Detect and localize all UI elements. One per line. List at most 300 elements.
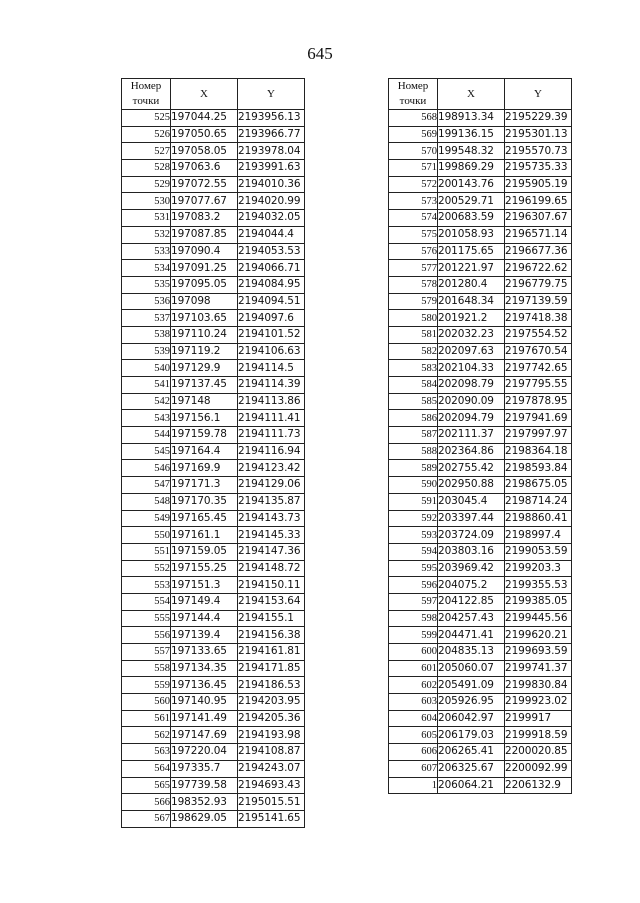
y-coordinate-cell: 2194094.51 — [238, 293, 305, 310]
table-row — [389, 310, 572, 327]
point-number-cell: 603 — [389, 694, 438, 711]
y-coordinate-cell: 2198675.05 — [505, 477, 572, 494]
y-coordinate-cell: 2194111.41 — [238, 410, 305, 427]
x-coordinate-cell: 206325.67 — [438, 760, 505, 777]
point-number-cell: 585 — [389, 393, 438, 410]
y-coordinate-cell: 2194150.11 — [238, 577, 305, 594]
point-number-cell: 534 — [122, 260, 171, 277]
x-coordinate-cell: 202097.63 — [438, 343, 505, 360]
point-number-cell: 606 — [389, 744, 438, 761]
table-row — [389, 744, 572, 761]
x-coordinate-cell: 206064.21 — [438, 777, 505, 794]
x-coordinate-cell: 197149.4 — [171, 593, 238, 610]
y-coordinate-cell: 2194129.06 — [238, 477, 305, 494]
y-coordinate-cell: 2196307.67 — [505, 210, 572, 227]
x-coordinate-cell: 197063.6 — [171, 160, 238, 177]
y-coordinate-cell: 2198860.41 — [505, 510, 572, 527]
point-number-cell: 547 — [122, 477, 171, 494]
point-number-cell: 557 — [122, 644, 171, 661]
header-point-number — [122, 79, 171, 110]
point-number-cell: 600 — [389, 644, 438, 661]
table-row — [389, 577, 572, 594]
table-row — [122, 143, 305, 160]
table-row — [389, 143, 572, 160]
table-row — [122, 276, 305, 293]
y-coordinate-cell: 2194020.99 — [238, 193, 305, 210]
header-x: X — [171, 79, 238, 110]
point-number-cell: 570 — [389, 143, 438, 160]
table-row — [389, 543, 572, 560]
x-coordinate-cell: 201648.34 — [438, 293, 505, 310]
table-row — [122, 360, 305, 377]
y-coordinate-cell: 2200020.85 — [505, 744, 572, 761]
table-row — [389, 126, 572, 143]
x-coordinate-cell: 197050.65 — [171, 126, 238, 143]
table-row — [389, 727, 572, 744]
x-coordinate-cell: 201175.65 — [438, 243, 505, 260]
x-coordinate-cell: 197133.65 — [171, 644, 238, 661]
point-number-cell: 552 — [122, 560, 171, 577]
point-number-cell: 607 — [389, 760, 438, 777]
point-number-cell: 573 — [389, 193, 438, 210]
x-coordinate-cell: 197159.05 — [171, 543, 238, 560]
table-row — [389, 694, 572, 711]
point-number-cell: 579 — [389, 293, 438, 310]
y-coordinate-cell: 2206132.9 — [505, 777, 572, 794]
y-coordinate-cell: 2195735.33 — [505, 160, 572, 177]
point-number-cell: 540 — [122, 360, 171, 377]
table-row — [389, 677, 572, 694]
point-number-cell: 556 — [122, 627, 171, 644]
y-coordinate-cell: 2199693.59 — [505, 644, 572, 661]
y-coordinate-cell: 2194113.86 — [238, 393, 305, 410]
y-coordinate-cell: 2198997.4 — [505, 527, 572, 544]
x-coordinate-cell: 197148 — [171, 393, 238, 410]
table-row — [389, 660, 572, 677]
y-coordinate-cell: 2199918.59 — [505, 727, 572, 744]
table-row — [122, 293, 305, 310]
y-coordinate-cell: 2198364.18 — [505, 443, 572, 460]
point-number-cell: 548 — [122, 493, 171, 510]
x-coordinate-cell: 197220.04 — [171, 744, 238, 761]
y-coordinate-cell: 2199923.02 — [505, 694, 572, 711]
x-coordinate-cell: 197739.58 — [171, 777, 238, 794]
point-number-cell: 578 — [389, 276, 438, 293]
table-row — [389, 760, 572, 777]
y-coordinate-cell: 2194156.38 — [238, 627, 305, 644]
table-row — [122, 744, 305, 761]
x-coordinate-cell: 204835.13 — [438, 644, 505, 661]
table-row — [389, 610, 572, 627]
x-coordinate-cell: 197095.05 — [171, 276, 238, 293]
table-row — [122, 176, 305, 193]
point-number-cell: 601 — [389, 660, 438, 677]
table-row — [122, 627, 305, 644]
page-number: 645 — [307, 44, 333, 63]
x-coordinate-cell: 197140.95 — [171, 694, 238, 711]
y-coordinate-cell: 2199203.3 — [505, 560, 572, 577]
y-coordinate-cell: 2194205.36 — [238, 710, 305, 727]
point-number-cell: 559 — [122, 677, 171, 694]
point-number-cell: 529 — [122, 176, 171, 193]
x-coordinate-cell: 197044.25 — [171, 110, 238, 127]
x-coordinate-cell: 202090.09 — [438, 393, 505, 410]
header-point-number-line2: точки — [132, 95, 160, 107]
y-coordinate-cell: 2195570.73 — [505, 143, 572, 160]
y-coordinate-cell: 2197670.54 — [505, 343, 572, 360]
y-coordinate-cell: 2199917 — [505, 710, 572, 727]
table-body-right — [389, 110, 572, 794]
point-number-cell: 576 — [389, 243, 438, 260]
x-coordinate-cell: 203724.09 — [438, 527, 505, 544]
x-coordinate-cell: 202098.79 — [438, 377, 505, 394]
x-coordinate-cell: 198913.34 — [438, 110, 505, 127]
x-coordinate-cell: 201280.4 — [438, 276, 505, 293]
table-row — [122, 160, 305, 177]
table-row — [122, 560, 305, 577]
x-coordinate-cell: 205926.95 — [438, 694, 505, 711]
x-coordinate-cell: 197169.9 — [171, 460, 238, 477]
point-number-cell: 549 — [122, 510, 171, 527]
y-coordinate-cell: 2194108.87 — [238, 744, 305, 761]
table-row — [122, 493, 305, 510]
point-number-cell: 530 — [122, 193, 171, 210]
y-coordinate-cell: 2194153.64 — [238, 593, 305, 610]
x-coordinate-cell: 205491.09 — [438, 677, 505, 694]
table-row — [122, 543, 305, 560]
y-coordinate-cell: 2194114.39 — [238, 377, 305, 394]
point-number-cell: 568 — [389, 110, 438, 127]
point-number-cell: 558 — [122, 660, 171, 677]
point-number-cell: 574 — [389, 210, 438, 227]
x-coordinate-cell: 197170.35 — [171, 493, 238, 510]
point-number-cell: 542 — [122, 393, 171, 410]
x-coordinate-cell: 197137.45 — [171, 377, 238, 394]
point-number-cell: 589 — [389, 460, 438, 477]
point-number-cell: 541 — [122, 377, 171, 394]
header-point-number-line1: Номер — [130, 80, 162, 92]
table-row — [389, 460, 572, 477]
y-coordinate-cell: 2194123.42 — [238, 460, 305, 477]
x-coordinate-cell: 197147.69 — [171, 727, 238, 744]
y-coordinate-cell: 2194147.36 — [238, 543, 305, 560]
table-row — [389, 193, 572, 210]
x-coordinate-cell: 202950.88 — [438, 477, 505, 494]
x-coordinate-cell: 201058.93 — [438, 226, 505, 243]
point-number-cell: 544 — [122, 427, 171, 444]
y-coordinate-cell: 2199385.05 — [505, 593, 572, 610]
point-number-cell: 543 — [122, 410, 171, 427]
y-coordinate-cell: 2197554.52 — [505, 326, 572, 343]
table-row — [389, 326, 572, 343]
table-row — [122, 794, 305, 811]
point-number-cell: 545 — [122, 443, 171, 460]
x-coordinate-cell: 199548.32 — [438, 143, 505, 160]
point-number-cell: 527 — [122, 143, 171, 160]
point-number-cell: 535 — [122, 276, 171, 293]
point-number-cell: 599 — [389, 627, 438, 644]
point-number-cell: 571 — [389, 160, 438, 177]
y-coordinate-cell: 2195229.39 — [505, 110, 572, 127]
x-coordinate-cell: 206179.03 — [438, 727, 505, 744]
table-row — [122, 193, 305, 210]
header-y: Y — [505, 79, 572, 110]
x-coordinate-cell: 203803.16 — [438, 543, 505, 560]
point-number-cell: 583 — [389, 360, 438, 377]
table-row — [122, 527, 305, 544]
x-coordinate-cell: 201221.97 — [438, 260, 505, 277]
y-coordinate-cell: 2196199.65 — [505, 193, 572, 210]
y-coordinate-cell: 2195141.65 — [238, 810, 305, 827]
table-row — [389, 293, 572, 310]
header-point-number-line1: Номер — [397, 80, 429, 92]
x-coordinate-cell: 203969.42 — [438, 560, 505, 577]
y-coordinate-cell: 2194044.4 — [238, 226, 305, 243]
x-coordinate-cell: 197156.1 — [171, 410, 238, 427]
point-number-cell: 563 — [122, 744, 171, 761]
point-number-cell: 560 — [122, 694, 171, 711]
y-coordinate-cell: 2199741.37 — [505, 660, 572, 677]
table-row — [389, 393, 572, 410]
point-number-cell: 553 — [122, 577, 171, 594]
y-coordinate-cell: 2194106.63 — [238, 343, 305, 360]
x-coordinate-cell: 204075.2 — [438, 577, 505, 594]
table-row — [122, 677, 305, 694]
y-coordinate-cell: 2197878.95 — [505, 393, 572, 410]
point-number-cell: 604 — [389, 710, 438, 727]
x-coordinate-cell: 197335.7 — [171, 760, 238, 777]
table-row — [122, 326, 305, 343]
y-coordinate-cell: 2194084.95 — [238, 276, 305, 293]
table-row — [122, 477, 305, 494]
table-header-row — [122, 79, 305, 110]
x-coordinate-cell: 198352.93 — [171, 794, 238, 811]
y-coordinate-cell: 2197941.69 — [505, 410, 572, 427]
x-coordinate-cell: 204471.41 — [438, 627, 505, 644]
point-number-cell: 587 — [389, 427, 438, 444]
y-coordinate-cell: 2194161.81 — [238, 644, 305, 661]
point-number-cell: 566 — [122, 794, 171, 811]
point-number-cell: 546 — [122, 460, 171, 477]
point-number-cell: 533 — [122, 243, 171, 260]
table-row — [122, 226, 305, 243]
table-row — [389, 477, 572, 494]
y-coordinate-cell: 2194193.98 — [238, 727, 305, 744]
y-coordinate-cell: 2194171.85 — [238, 660, 305, 677]
header-point-number-line2: точки — [399, 95, 427, 107]
x-coordinate-cell: 206042.97 — [438, 710, 505, 727]
x-coordinate-cell: 202111.37 — [438, 427, 505, 444]
point-number-cell: 598 — [389, 610, 438, 627]
y-coordinate-cell: 2196677.36 — [505, 243, 572, 260]
y-coordinate-cell: 2194101.52 — [238, 326, 305, 343]
point-number-cell: 605 — [389, 727, 438, 744]
point-number-cell: 602 — [389, 677, 438, 694]
point-number-cell: 551 — [122, 543, 171, 560]
table-row — [122, 410, 305, 427]
table-row — [122, 694, 305, 711]
y-coordinate-cell: 2197418.38 — [505, 310, 572, 327]
y-coordinate-cell: 2198714.24 — [505, 493, 572, 510]
y-coordinate-cell: 2197139.59 — [505, 293, 572, 310]
point-number-cell: 584 — [389, 377, 438, 394]
x-coordinate-cell: 200529.71 — [438, 193, 505, 210]
x-coordinate-cell: 204122.85 — [438, 593, 505, 610]
x-coordinate-cell: 197090.4 — [171, 243, 238, 260]
x-coordinate-cell: 197134.35 — [171, 660, 238, 677]
table-row — [389, 410, 572, 427]
table-row — [389, 427, 572, 444]
table-row — [389, 593, 572, 610]
y-coordinate-cell: 2194135.87 — [238, 493, 305, 510]
table-row — [389, 777, 572, 794]
y-coordinate-cell: 2194143.73 — [238, 510, 305, 527]
y-coordinate-cell: 2195905.19 — [505, 176, 572, 193]
y-coordinate-cell: 2194186.53 — [238, 677, 305, 694]
point-number-cell: 536 — [122, 293, 171, 310]
point-number-cell: 1 — [389, 777, 438, 794]
table-row — [122, 760, 305, 777]
y-coordinate-cell: 2195301.13 — [505, 126, 572, 143]
x-coordinate-cell: 197083.2 — [171, 210, 238, 227]
table-row — [389, 443, 572, 460]
table-row — [389, 176, 572, 193]
table-row — [389, 276, 572, 293]
x-coordinate-cell: 197110.24 — [171, 326, 238, 343]
point-number-cell: 555 — [122, 610, 171, 627]
x-coordinate-cell: 197151.3 — [171, 577, 238, 594]
point-number-cell: 586 — [389, 410, 438, 427]
point-number-cell: 580 — [389, 310, 438, 327]
y-coordinate-cell: 2193956.13 — [238, 110, 305, 127]
x-coordinate-cell: 202094.79 — [438, 410, 505, 427]
table-row — [389, 226, 572, 243]
table-row — [122, 577, 305, 594]
table-row — [389, 343, 572, 360]
x-coordinate-cell: 197144.4 — [171, 610, 238, 627]
table-row — [389, 160, 572, 177]
table-row — [122, 260, 305, 277]
y-coordinate-cell: 2194010.36 — [238, 176, 305, 193]
point-number-cell: 577 — [389, 260, 438, 277]
x-coordinate-cell: 197058.05 — [171, 143, 238, 160]
point-number-cell: 538 — [122, 326, 171, 343]
y-coordinate-cell: 2196722.62 — [505, 260, 572, 277]
table-row — [389, 243, 572, 260]
x-coordinate-cell: 202032.23 — [438, 326, 505, 343]
table-row — [122, 460, 305, 477]
y-coordinate-cell: 2194053.53 — [238, 243, 305, 260]
point-number-cell: 594 — [389, 543, 438, 560]
table-row — [122, 727, 305, 744]
table-row — [389, 627, 572, 644]
point-number-cell: 526 — [122, 126, 171, 143]
x-coordinate-cell: 197072.55 — [171, 176, 238, 193]
coordinates-table-left — [121, 78, 305, 828]
coordinates-table-right — [388, 78, 572, 794]
x-coordinate-cell: 204257.43 — [438, 610, 505, 627]
table-row — [122, 343, 305, 360]
y-coordinate-cell: 2193966.77 — [238, 126, 305, 143]
table-row — [122, 810, 305, 827]
x-coordinate-cell: 197077.67 — [171, 193, 238, 210]
table-row — [122, 660, 305, 677]
y-coordinate-cell: 2194693.43 — [238, 777, 305, 794]
y-coordinate-cell: 2197795.55 — [505, 377, 572, 394]
table-body-left — [122, 110, 305, 828]
x-coordinate-cell: 197161.1 — [171, 527, 238, 544]
y-coordinate-cell: 2194145.33 — [238, 527, 305, 544]
point-number-cell: 572 — [389, 176, 438, 193]
table-row — [389, 210, 572, 227]
table-row — [122, 510, 305, 527]
table-row — [122, 610, 305, 627]
x-coordinate-cell: 197136.45 — [171, 677, 238, 694]
point-number-cell: 528 — [122, 160, 171, 177]
x-coordinate-cell: 197165.45 — [171, 510, 238, 527]
y-coordinate-cell: 2194243.07 — [238, 760, 305, 777]
x-coordinate-cell: 206265.41 — [438, 744, 505, 761]
x-coordinate-cell: 197087.85 — [171, 226, 238, 243]
header-point-number — [389, 79, 438, 110]
point-number-cell: 532 — [122, 226, 171, 243]
table-row — [122, 710, 305, 727]
x-coordinate-cell: 202755.42 — [438, 460, 505, 477]
table-row — [122, 243, 305, 260]
x-coordinate-cell: 199136.15 — [438, 126, 505, 143]
point-number-cell: 588 — [389, 443, 438, 460]
point-number-cell: 593 — [389, 527, 438, 544]
x-coordinate-cell: 197091.25 — [171, 260, 238, 277]
y-coordinate-cell: 2198593.84 — [505, 460, 572, 477]
x-coordinate-cell: 205060.07 — [438, 660, 505, 677]
table-row — [122, 210, 305, 227]
x-coordinate-cell: 197119.2 — [171, 343, 238, 360]
y-coordinate-cell: 2196779.75 — [505, 276, 572, 293]
point-number-cell: 575 — [389, 226, 438, 243]
x-coordinate-cell: 197155.25 — [171, 560, 238, 577]
x-coordinate-cell: 203045.4 — [438, 493, 505, 510]
table-row — [389, 527, 572, 544]
y-coordinate-cell: 2194066.71 — [238, 260, 305, 277]
x-coordinate-cell: 200683.59 — [438, 210, 505, 227]
y-coordinate-cell: 2199053.59 — [505, 543, 572, 560]
table-row — [389, 260, 572, 277]
table-row — [122, 310, 305, 327]
point-number-cell: 561 — [122, 710, 171, 727]
point-number-cell: 539 — [122, 343, 171, 360]
x-coordinate-cell: 197139.4 — [171, 627, 238, 644]
y-coordinate-cell: 2195015.51 — [238, 794, 305, 811]
y-coordinate-cell: 2199830.84 — [505, 677, 572, 694]
x-coordinate-cell: 197159.78 — [171, 427, 238, 444]
table-row — [122, 644, 305, 661]
table-row — [122, 593, 305, 610]
x-coordinate-cell: 197103.65 — [171, 310, 238, 327]
x-coordinate-cell: 197141.49 — [171, 710, 238, 727]
y-coordinate-cell: 2199355.53 — [505, 577, 572, 594]
point-number-cell: 525 — [122, 110, 171, 127]
x-coordinate-cell: 199869.29 — [438, 160, 505, 177]
y-coordinate-cell: 2194148.72 — [238, 560, 305, 577]
y-coordinate-cell: 2194097.6 — [238, 310, 305, 327]
point-number-cell: 581 — [389, 326, 438, 343]
point-number-cell: 582 — [389, 343, 438, 360]
table-row — [122, 377, 305, 394]
y-coordinate-cell: 2196571.14 — [505, 226, 572, 243]
header-y: Y — [238, 79, 305, 110]
y-coordinate-cell: 2194116.94 — [238, 443, 305, 460]
